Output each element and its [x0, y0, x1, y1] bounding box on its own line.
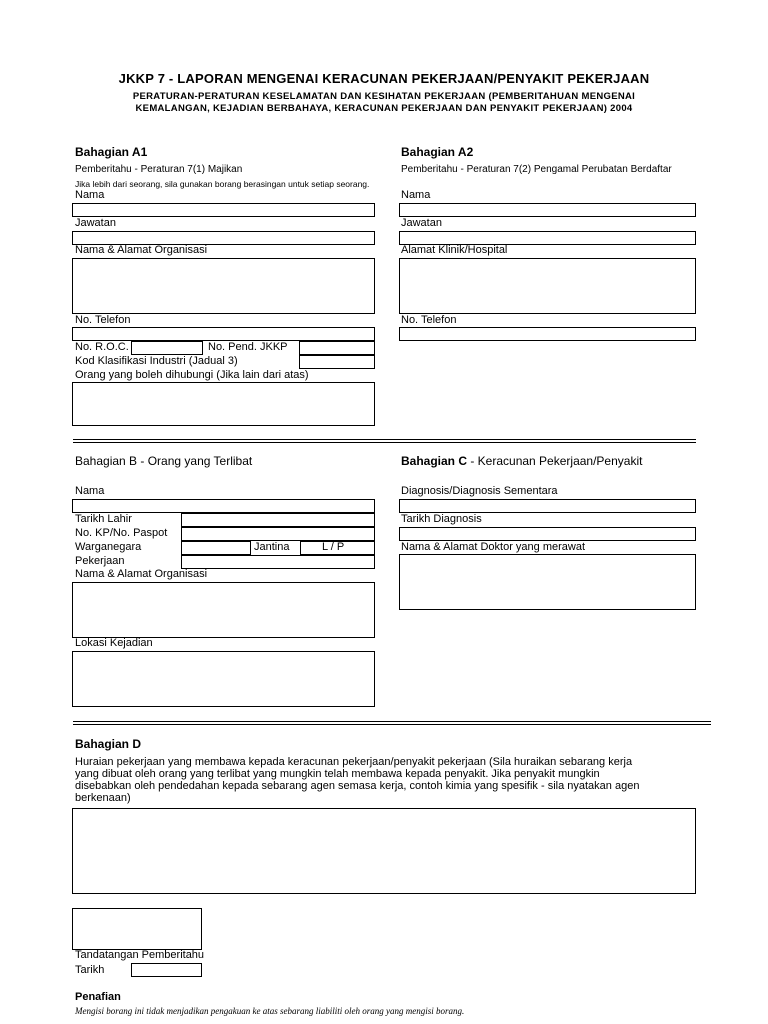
b-nama-label: Nama [75, 485, 105, 497]
c-tarikh-label: Tarikh Diagnosis [401, 513, 482, 525]
a2-nama-label: Nama [401, 189, 431, 201]
form-subtitle-line1: PERATURAN-PERATURAN KESELAMATAN DAN KESIHATAN PEKERJAAN (PEMBERITAHUAN MENGENAI [132, 91, 636, 102]
a2-jawatan-label: Jawatan [401, 217, 442, 229]
section-c-heading-bold: Bahagian C [401, 454, 468, 468]
a2-telefon-label: No. Telefon [401, 314, 457, 326]
section-a1-heading: Bahagian A1 [75, 145, 148, 159]
a1-orang-field[interactable] [72, 382, 375, 426]
signature-label: Tandatangan Pemberitahu [75, 949, 205, 961]
c-diagnosis-field[interactable] [399, 499, 696, 513]
a2-alamat-field[interactable] [399, 258, 696, 314]
a1-nama-label: Nama [75, 189, 105, 201]
b-pekerjaan-field[interactable] [181, 555, 375, 569]
section-d-text-line4: berkenaan) [75, 792, 131, 804]
b-alamat-field[interactable] [72, 582, 375, 638]
section-b-heading: Bahagian B - Orang yang Terlibat [75, 454, 253, 468]
a1-kod-label: Kod Klasifikasi Industri (Jadual 3) [75, 355, 238, 367]
d-huraian-field[interactable] [72, 808, 696, 894]
section-a2-desc: Pemberitahu - Peraturan 7(2) Pengamal Perubatan Berdaftar [401, 164, 672, 175]
a1-alamat-label: Nama & Alamat Organisasi [75, 244, 208, 256]
section-c-heading-rest: - Keracunan Pekerjaan/Penyakit [467, 454, 643, 468]
signature-box[interactable] [72, 908, 202, 950]
section-a1-note: Jika lebih dari seorang, sila gunakan borang berasingan untuk setiap seorang. [75, 179, 370, 189]
b-nama-field[interactable] [72, 499, 375, 513]
a1-jawatan-field[interactable] [72, 231, 375, 245]
b-warga-field[interactable] [181, 541, 251, 555]
section-divider [73, 724, 711, 725]
a2-nama-field[interactable] [399, 203, 696, 217]
c-diagnosis-label: Diagnosis/Diagnosis Sementara [401, 485, 558, 497]
form-subtitle-line2: KEMALANGAN, KEJADIAN BERBAHAYA, KERACUNAN PEKERJAAN DAN PENYAKIT PEKERJAAN) 2004 [135, 103, 633, 114]
b-warga-label: Warganegara [75, 541, 142, 553]
section-a1-desc: Pemberitahu - Peraturan 7(1) Majikan [75, 164, 243, 175]
section-d-heading: Bahagian D [75, 737, 142, 751]
a1-orang-label: Orang yang boleh dihubungi (Jika lain dari atas) [75, 369, 309, 381]
section-divider [73, 721, 711, 722]
c-tarikh-field[interactable] [399, 527, 696, 541]
a1-pend-field[interactable] [299, 341, 375, 355]
b-jantina-options[interactable]: L / P [322, 541, 345, 553]
section-divider [73, 442, 696, 443]
a1-alamat-field[interactable] [72, 258, 375, 314]
form-title: JKKP 7 - LAPORAN MENGENAI KERACUNAN PEKERJAAN/PENYAKIT PEKERJAAN [118, 71, 650, 86]
b-lokasi-label: Lokasi Kejadian [75, 637, 153, 649]
tarikh-field[interactable] [131, 963, 202, 977]
section-divider [73, 439, 696, 440]
section-a2-heading: Bahagian A2 [401, 145, 474, 159]
b-lahir-field[interactable] [181, 513, 375, 527]
tarikh-label: Tarikh [75, 964, 105, 976]
a1-kod-field[interactable] [299, 355, 375, 369]
b-kp-field[interactable] [181, 527, 375, 541]
a1-roc-field[interactable] [131, 341, 203, 355]
b-kp-label: No. KP/No. Paspot [75, 527, 168, 539]
a2-alamat-label: Alamat Klinik/Hospital [401, 244, 508, 256]
section-d-text-line3: disebabkan oleh pendedahan kepada sebarang agen semasa kerja, contoh kimia yang spesifik - sila nyatakan agen [75, 780, 640, 792]
section-c-heading [401, 455, 642, 468]
disclaimer-heading: Penafian [75, 991, 121, 1003]
a1-telefon-field[interactable] [72, 327, 375, 341]
b-alamat-label: Nama & Alamat Organisasi [75, 568, 208, 580]
a2-telefon-field[interactable] [399, 327, 696, 341]
a1-jawatan-label: Jawatan [75, 217, 116, 229]
c-doktor-field[interactable] [399, 554, 696, 610]
section-d-text-line1: Huraian pekerjaan yang membawa kepada keracunan pekerjaan/penyakit pekerjaan (Sila huraikan sebarang kerja [75, 756, 633, 768]
a1-telefon-label: No. Telefon [75, 314, 131, 326]
c-doktor-label: Nama & Alamat Doktor yang merawat [401, 541, 586, 553]
b-pekerjaan-label: Pekerjaan [75, 555, 125, 567]
b-lahir-label: Tarikh Lahir [75, 513, 132, 525]
a1-roc-label: No. R.O.C. [75, 341, 129, 353]
disclaimer-text: Mengisi borang ini tidak menjadikan pengakuan ke atas sebarang liabiliti oleh orang yang mengisi borang. [75, 1006, 465, 1016]
section-d-text-line2: yang dibuat oleh orang yang terlibat yang mungkin telah membawa kepada penyakit. Jika penyakit mungkin [75, 768, 600, 780]
a2-jawatan-field[interactable] [399, 231, 696, 245]
b-jantina-label: Jantina [254, 541, 290, 553]
a1-pend-label: No. Pend. JKKP [208, 341, 288, 353]
b-lokasi-field[interactable] [72, 651, 375, 707]
a1-nama-field[interactable] [72, 203, 375, 217]
